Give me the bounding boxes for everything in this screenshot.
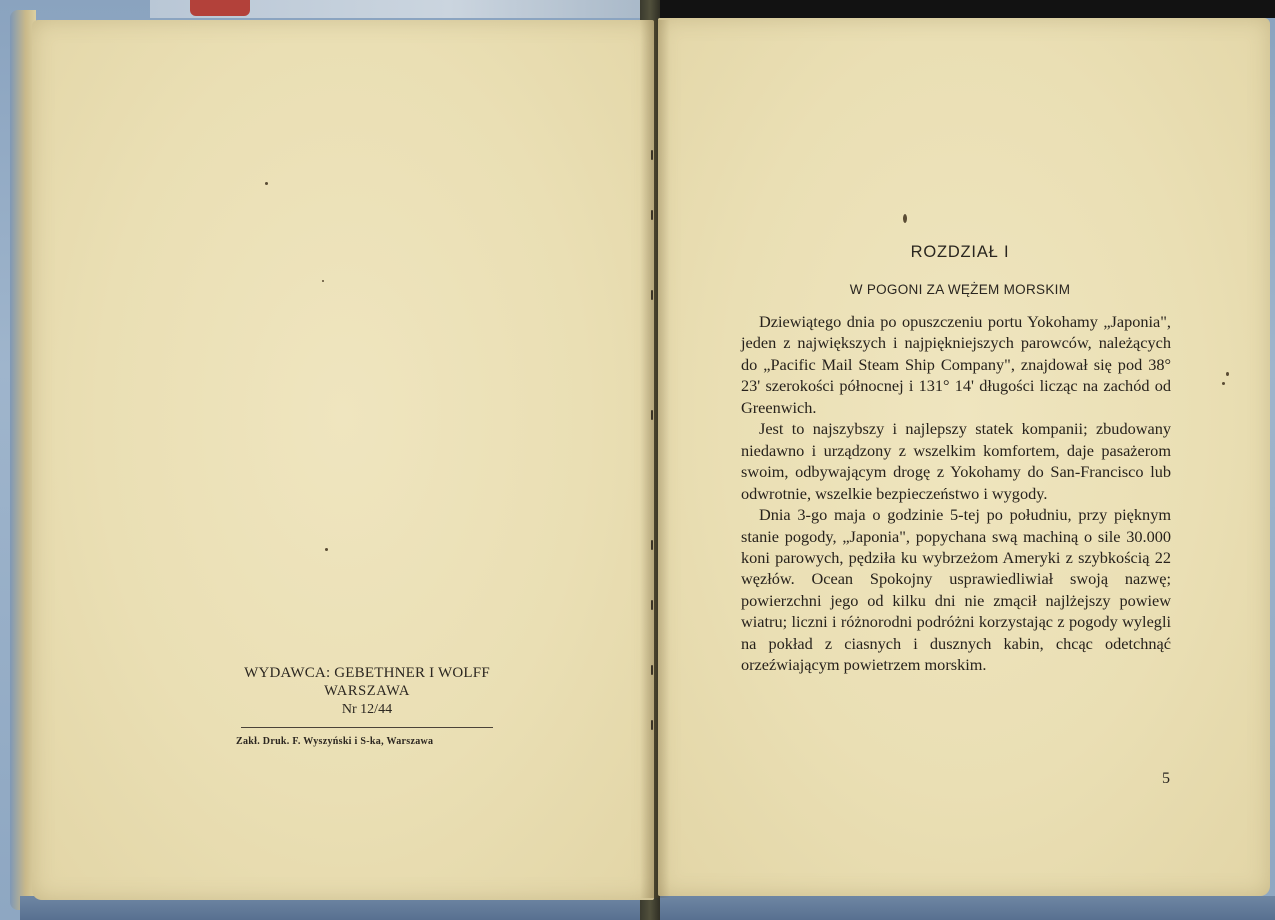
paper-speck [325, 548, 328, 551]
binding-stitch [651, 540, 653, 550]
paper-speck [265, 182, 268, 185]
chapter-title: ROZDZIAŁ I [910, 243, 1010, 261]
binding-stitch [651, 410, 653, 420]
paper-speck [1222, 382, 1225, 385]
colophon [236, 664, 498, 747]
printer-line: Zakł. Druk. F. Wyszyński i S-ka, Warszawa [236, 736, 434, 747]
edition-number: Nr 12/44 [341, 702, 393, 717]
paper-speck [322, 280, 324, 282]
paper-speck [1226, 372, 1229, 376]
colophon-rule [241, 727, 493, 728]
paper-speck [903, 214, 907, 223]
paragraph: Dziewiątego dnia po opuszczeniu portu Yokohamy „Japonia", jeden z największych i najpiękniejszych parowców, należących do „Pacific Mail Steam Ship Company", znajdował się pod 38° 23' szerokości północnej i 131° 14' długości licząc na zachód od Greenwich. [741, 312, 1171, 417]
binding-stitch [651, 150, 653, 160]
publisher-line: WYDAWCA: GEBETHNER I WOLFF [244, 665, 490, 681]
background-dark-edge [650, 0, 1275, 18]
paragraph: Jest to najszybszy i najlepszy statek kompanii; zbudowany niedawno i urządzony z wszelkim komfortem, daje pasażerom swoim, odbywającym drogę z Yokohamy do San-Francisco lub odwrotnie, wszelkie bezpieczeństwo i wygody. [741, 419, 1171, 503]
page-number: 5 [1162, 770, 1170, 787]
paragraph: Dnia 3-go maja o godzinie 5-tej po południu, przy pięknym stanie pogody, „Japonia", popychana swą machiną o sile 30.000 koni parowych, pędziła ku wybrzeżom Ameryki z szybkością 22 węzłów. Ocean Spokojny usprawiedliwiał swoją nazwę; powierzchni jego od kilku dni nie zmącił najlżejszy powiew wiatru; liczni i różnorodni podróżni korzystając z pogody wylegli na pokład z ciasnych i dusznych kabin, chcąc odetchnąć orzeźwiającym powietrzem morskim. [741, 505, 1171, 675]
cover-red-detail [190, 0, 250, 16]
binding-stitch [651, 210, 653, 220]
binding-stitch [651, 665, 653, 675]
chapter-subtitle: W POGONI ZA WĘŻEM MORSKIM [849, 282, 1071, 297]
publisher-city: WARSZAWA [324, 683, 410, 699]
left-page[interactable] [32, 20, 654, 900]
binding-stitch [651, 290, 653, 300]
binding-stitch [651, 720, 653, 730]
binding-stitch [651, 600, 653, 610]
chapter-body [741, 311, 1171, 676]
